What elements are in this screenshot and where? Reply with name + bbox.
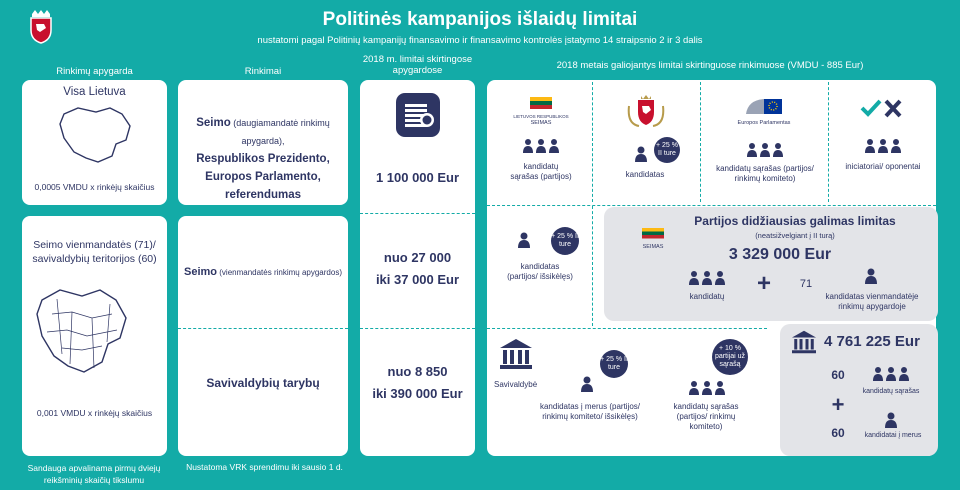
person-icon [580, 376, 594, 392]
district-national-title: Visa Lietuva [63, 86, 126, 98]
seimas-logo-line1: LIETUVOS RESPUBLIKOS [513, 114, 569, 119]
party-max-sub: (neatsižvelgiant į II turą) [755, 231, 835, 240]
district-footnote: Sandauga apvalinama pirmų dviejų reikšminių skaičių tikslumu [27, 463, 161, 485]
party-max-title: Partijos didžiausias galimas limitas [694, 214, 896, 228]
president-candidate-label: kandidatas [625, 170, 665, 179]
column-header-district: Rinkimų apygarda [56, 66, 133, 77]
people-group-icon [864, 138, 902, 156]
mayor-candidates-label: kandidatai į merus [864, 432, 922, 439]
party-candidates-label: kandidatų [689, 292, 725, 301]
seimas-lists-label: kandidatų sąrašas (partijos) [510, 162, 572, 181]
money-icon [395, 92, 441, 138]
coat-of-arms-icon [26, 10, 56, 44]
column-header-limits-in-force: 2018 metais galiojantys limitai skirtinguose rinkimuose (VMDU - 885 Eur) [556, 60, 864, 71]
divider [178, 328, 348, 329]
elections-seimas-note: (daugiamandatė rinkimų apygarda), [230, 118, 330, 146]
page-subtitle: nustatomi pagal Politinių kampanijų finansavimo ir finansavimo kontrolės įstatymo 14 straipsnio 2 ir 3 dalis [257, 35, 703, 46]
divider [487, 328, 767, 329]
person-icon [884, 412, 898, 428]
divider [700, 82, 701, 202]
limit-national: 1 100 000 Eur [375, 170, 460, 185]
limit-single-to: iki 37 000 Eur [375, 272, 460, 287]
municipal-lists-label: kandidatų sąrašas (partijos/ rinkimų komiteto) [673, 402, 739, 431]
municipality-building-icon [790, 330, 818, 354]
elections-card-local [178, 216, 348, 456]
divider [487, 205, 936, 206]
seimas-logo-line2: SEIMAS [642, 244, 664, 250]
district-single-formula: 0,001 VMDU x rinkėjų skaičius [36, 408, 153, 418]
runoff-badge: + 25 % II ture [600, 350, 628, 378]
party-list-badge: + 10 % partijai už sąrašą [712, 339, 748, 375]
party-count: 71 [799, 278, 813, 290]
people-group-icon [872, 366, 910, 384]
municipal-max-amount: 4 761 225 Eur [824, 333, 920, 350]
district-national-formula: 0,0005 VMDU x rinkėjų skaičius [34, 182, 155, 192]
european-parliament-logo-text: Europos Parlamentas [737, 120, 791, 126]
plus-sign: + [831, 392, 845, 417]
check-cross-icon [860, 98, 904, 120]
people-group-icon [746, 142, 784, 160]
column-header-elections: Rinkimai [244, 66, 282, 77]
municipal-mayor-count: 60 [831, 426, 845, 440]
seimas-logo-icon [526, 97, 556, 111]
divider [592, 82, 593, 202]
president-coat-icon [627, 94, 665, 128]
single-candidate-label: kandidatas (partijos/ išsikėlęs) [507, 262, 573, 281]
european-parliament-logo-icon [744, 96, 784, 118]
divider [592, 206, 593, 326]
people-group-icon [522, 138, 560, 156]
elections-municipal-label: Savivaldybių tarybų [206, 376, 320, 390]
divider [360, 213, 475, 214]
plus-sign: + [756, 270, 771, 297]
column-header-limits: 2018 m. limitai skirtingose apygardose [362, 54, 473, 76]
person-icon [517, 232, 531, 248]
people-group-icon [688, 380, 726, 398]
elections-footnote: Nustatoma VRK sprendimu iki sausio 1 d. [186, 462, 343, 472]
lithuania-map-icon [56, 104, 136, 166]
seimas-logo-icon [640, 228, 666, 240]
divider [828, 82, 829, 202]
municipality-label: Savivaldybė [494, 380, 538, 389]
district-single-title: Seimo vienmandatės (71)/ savivaldybių teritorijos (60) [32, 239, 157, 265]
party-max-amount: 3 329 000 Eur [728, 246, 832, 263]
runoff-badge: + 25 % II ture [654, 137, 680, 163]
municipal-lists-short-label: kandidatų sąrašas [862, 388, 920, 395]
runoff-badge: + 25 % II ture [551, 227, 579, 255]
divider [360, 328, 475, 329]
lithuania-districts-map-icon [32, 284, 132, 380]
elections-national-text [180, 114, 346, 204]
elections-single-note: (vienmandatės rinkimų apygardos) [217, 268, 342, 277]
elections-single-seimas: Seimo [184, 266, 218, 278]
initiators-label: iniciatoriai/ oponentai [845, 162, 921, 171]
elections-single-text [180, 266, 346, 278]
limit-single-from: nuo 27 000 [383, 250, 452, 265]
municipality-building-icon [498, 338, 534, 370]
mayor-candidate-label: kandidatas į merus (partijos/ rinkimų komiteto/ išsikėlęs) [539, 402, 641, 421]
seimas-logo-line2: SEIMAS [530, 120, 552, 126]
people-group-icon [688, 270, 726, 288]
limit-municipal-to: iki 390 000 Eur [372, 386, 463, 401]
person-icon [634, 146, 648, 162]
elections-rest-label: Respublikos Prezidento, Europos Parlamento, referendumas [196, 153, 330, 201]
single-mandate-candidate-label: kandidatas vienmandatėje rinkimų apygardoje [825, 292, 919, 311]
limit-municipal-from: nuo 8 850 [387, 364, 448, 379]
elections-seimas-label: Seimo [196, 117, 231, 129]
municipal-list-count: 60 [831, 368, 845, 382]
person-icon [864, 268, 878, 284]
page-title: Politinės kampanijos išlaidų limitai [322, 9, 638, 30]
ep-lists-label: kandidatų sąrašas (partijos/ rinkimų komiteto) [716, 164, 814, 183]
